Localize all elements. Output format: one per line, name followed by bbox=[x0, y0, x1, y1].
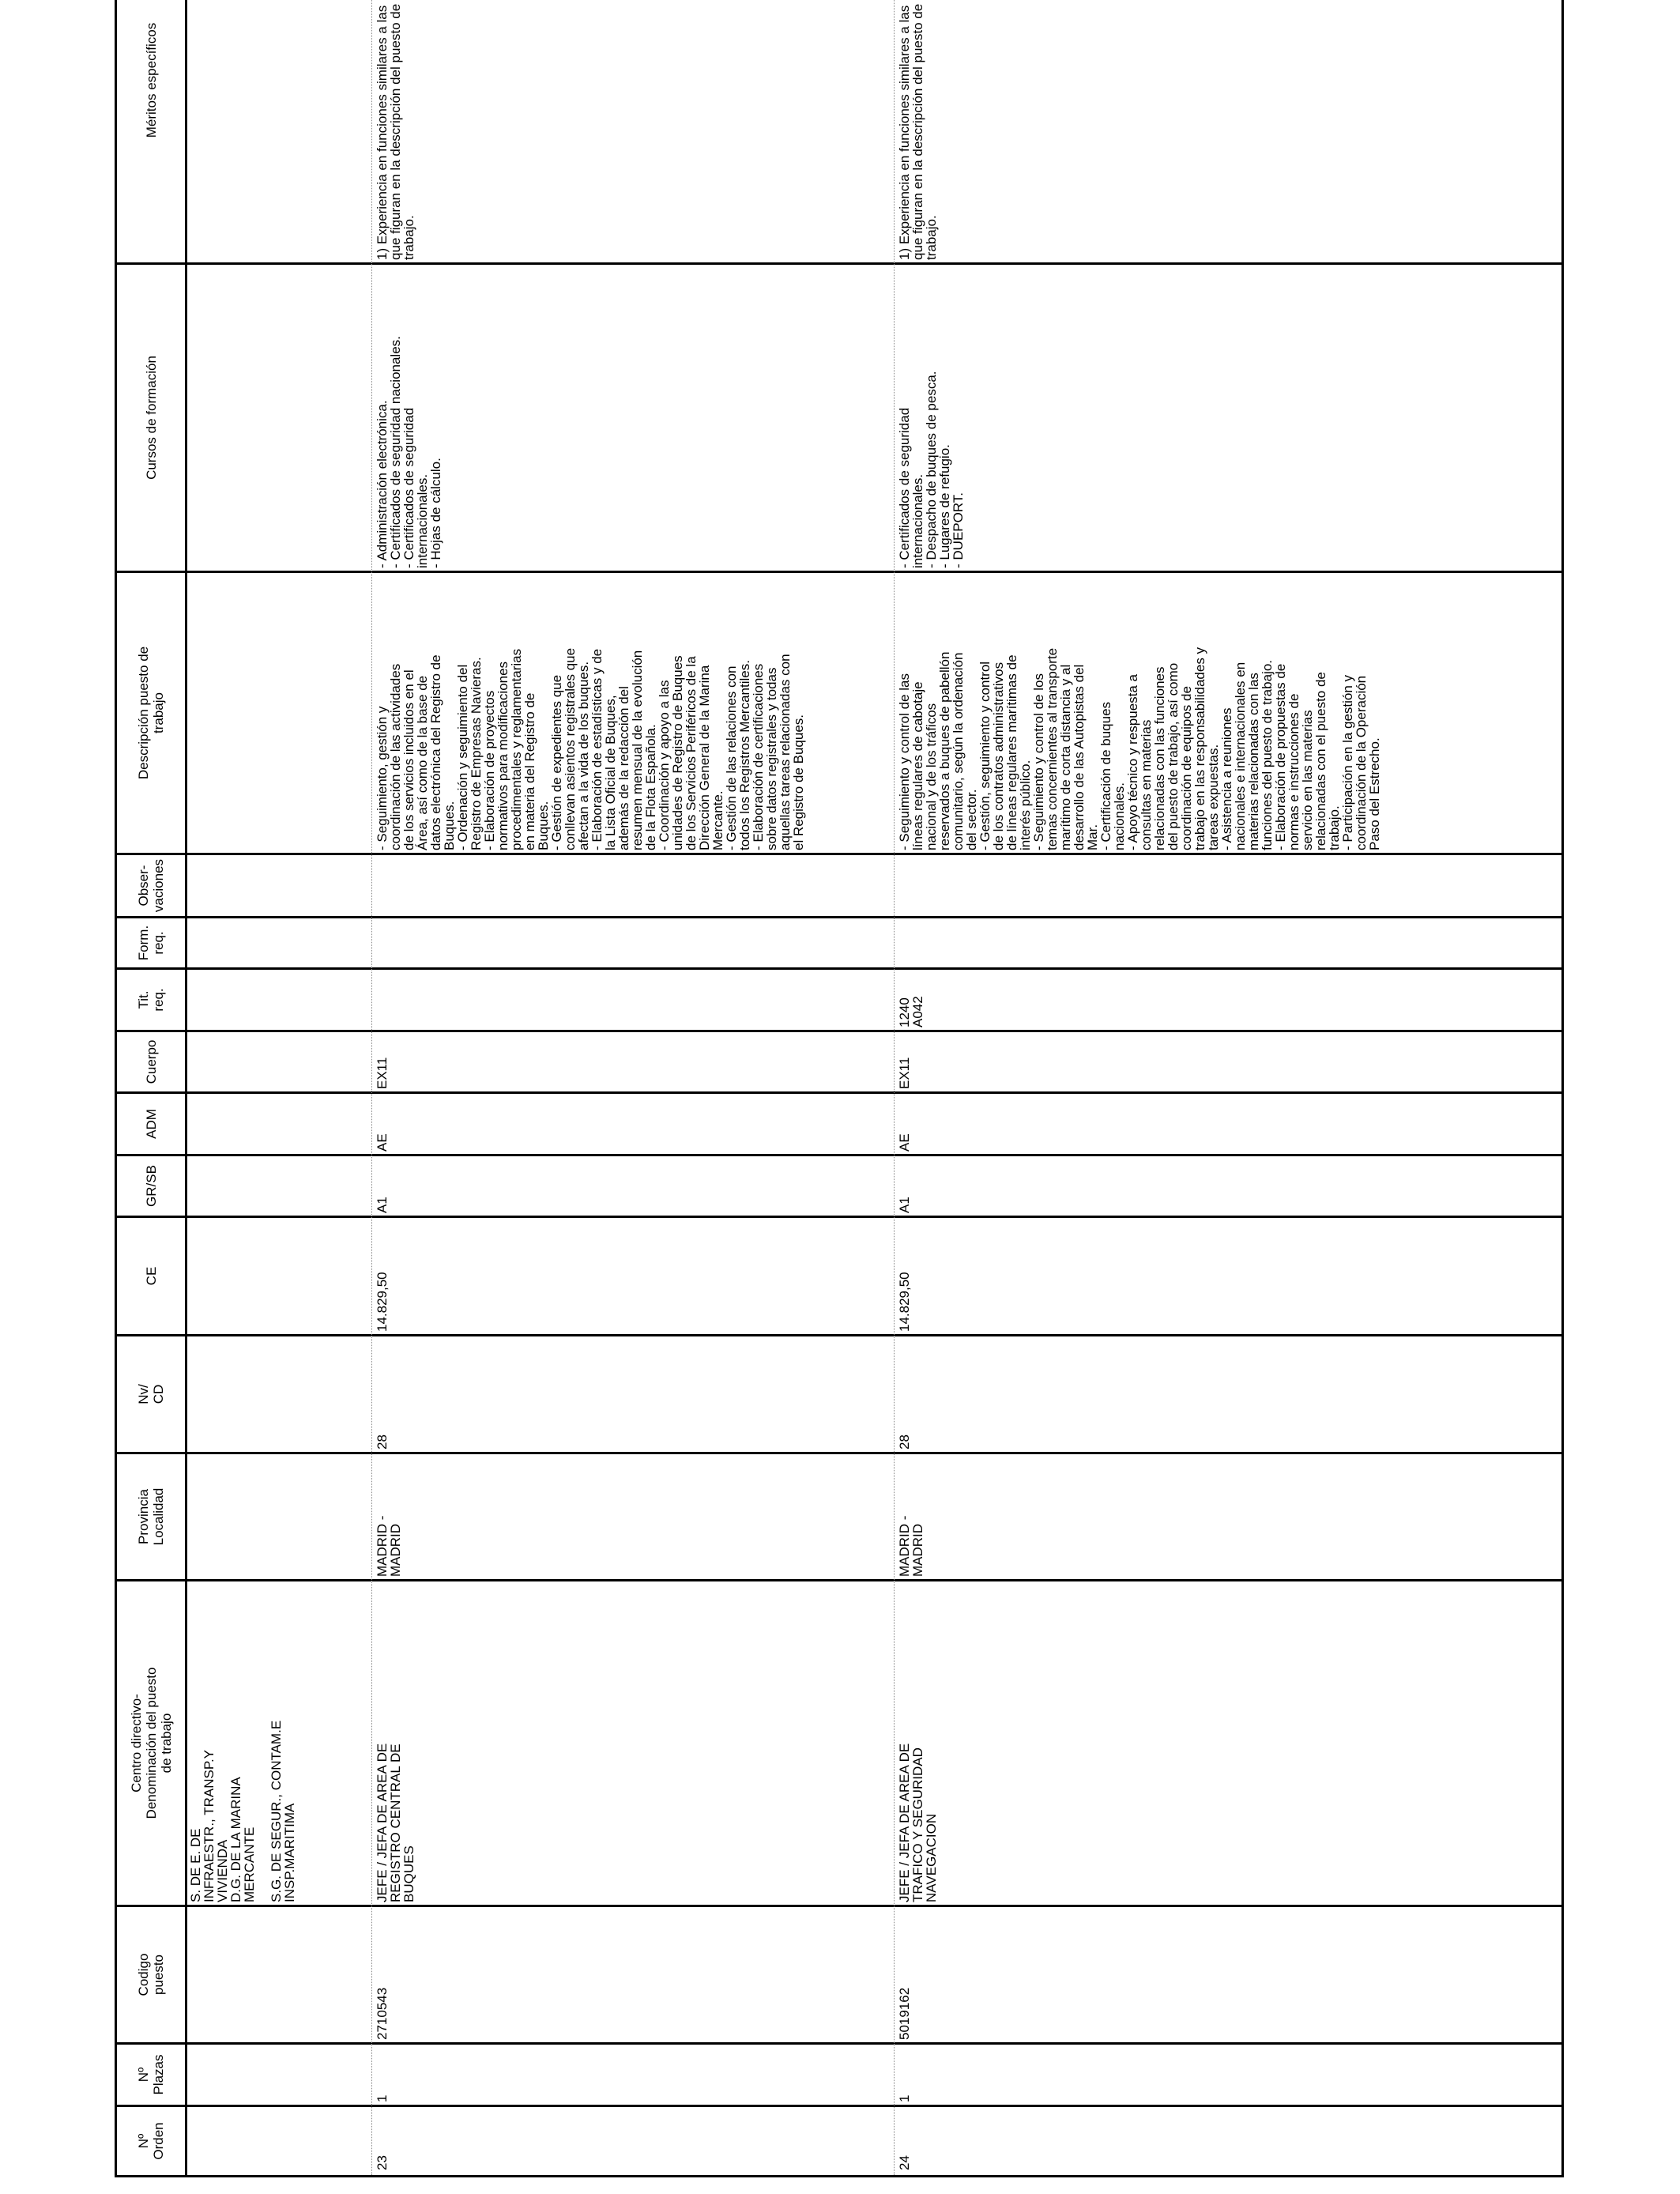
row-titulacion bbox=[371, 970, 894, 1032]
header-provincia: Provincia Localidad bbox=[117, 1454, 185, 1581]
row-grupo: A1 bbox=[897, 1197, 912, 1213]
row-denominacion: JEFE / JEFA DE AREA DE REGISTRO CENTRAL DE BUQUES bbox=[375, 1743, 416, 1902]
row-codigo: 5019162 bbox=[897, 1987, 912, 2040]
row-denominacion: JEFE / JEFA DE AREA DE TRAFICO Y SEGURIDAD NAVEGACION bbox=[897, 1743, 939, 1902]
table-body bbox=[185, 0, 1561, 2175]
header-grupo: GR/SB bbox=[117, 1156, 185, 1218]
row-ce: 14.829,50 bbox=[375, 1272, 390, 1332]
row-cursos: - Certificados de seguridad internacionales. - Despacho de buques de pesca. - Lugares de refugio. - DUEPORT. bbox=[897, 371, 966, 568]
centro-directivo-block: S. DE E. DE INFRAESTR., TRANSP.Y VIVIENDA D.G. DE LA MARINA MERCANTE S.G. DE SEGUR., CONTAM.E INSP.MARITIMA bbox=[188, 1720, 297, 1902]
row-codigo: 2710543 bbox=[375, 1987, 390, 2040]
row-adm: AE bbox=[897, 1133, 912, 1152]
header-nivel: Nv/ CD bbox=[117, 1336, 185, 1454]
row-cuerpo: EX11 bbox=[375, 1057, 390, 1089]
header-observaciones: Obser- vaciones bbox=[117, 855, 185, 918]
header-descripcion: Descripción puesto de trabajo bbox=[117, 573, 185, 855]
header-codigo: Codigo puesto bbox=[117, 1907, 185, 2045]
row-nivel: 28 bbox=[897, 1434, 912, 1449]
row-meritos: 1) Experiencia en funciones similares a las que figuran en la descripción del puesto de trabajo. bbox=[897, 3, 939, 260]
row-plazas: 1 bbox=[897, 2094, 912, 2102]
header-cursos: Cursos de formación bbox=[117, 265, 185, 573]
header-plazas: Nº Plazas bbox=[117, 2045, 185, 2107]
header-formacion: Form. req. bbox=[117, 918, 185, 970]
row-plazas: 1 bbox=[375, 2094, 390, 2102]
row-grupo: A1 bbox=[375, 1197, 390, 1213]
row-adm: AE bbox=[375, 1133, 390, 1152]
row-orden: 24 bbox=[897, 2155, 912, 2170]
table-header bbox=[117, 0, 187, 2175]
header-cuerpo: Cuerpo bbox=[117, 1032, 185, 1094]
row-meritos: 1) Experiencia en funciones similares a las que figuran en la descripción del puesto de trabajo. bbox=[375, 3, 416, 260]
header-ce: CE bbox=[117, 1218, 185, 1336]
row-descripcion: - Seguimiento, gestión y coordinación de las actividades de los servicios incluidos en el Área, así como de la base de datos electrónica del Registro de Buques. - Ordenación y seguimiento del Registro de Empresas Navieras. - Elaboración de proyectos normativos para modificaciones procedimentales y reglamentarias en materia del Registro de Buques. - Gestión de expedientes que conllevan asientos registrales que afectan a la vida de los buques. - Elaboración de estadísticas y de la Lista Oficial de Buques, además de la redacción del resumen mensual de la evolución de la Flota Española. - Coordinación y apoyo a las unidades de Registro de Buques de los Servicios Periféricos de la Dirección General de la Marina Mercante. - Gestión de las relaciones con todos los Registros Mercantiles. - Elaboración de certificaciones sobre datos registrales y todas aquellas tareas relacionadas con el Registro de Buques. bbox=[375, 647, 806, 850]
header-meritos: Méritos específicos bbox=[117, 0, 185, 265]
positions-table bbox=[115, 0, 1564, 2177]
row-titulacion: 1240 A042 bbox=[897, 996, 925, 1027]
header-titulacion: Tit. req. bbox=[117, 970, 185, 1032]
row-nivel: 28 bbox=[375, 1434, 390, 1449]
header-orden: Nº Orden bbox=[136, 2122, 166, 2160]
row-provincia: MADRID - MADRID bbox=[897, 1515, 925, 1577]
header-centro: Centro directivo- Denominación del puesto de trabajo bbox=[117, 1581, 185, 1907]
row-provincia: MADRID - MADRID bbox=[375, 1515, 403, 1577]
row-cursos: - Administración electrónica. - Certificados de seguridad nacionales. - Certificados de seguridad internacionales. - Hojas de cálculo. bbox=[375, 336, 443, 568]
row-descripcion: - Seguimiento y control de las líneas regulares de cabotaje nacional y de los tráficos reservados a buques de pabellón comunitario, según la ordenación del sector. - Gestión, seguimiento y control de los contratos administrativos de líneas regulares marítimas de interés público. - Seguimiento y control de los temas concernientes al transporte marítimo de corta distancia y al desarrollo de las Autopistas del Mar. - Certificación de buques nacionales. - Apoyo técnico y respuesta a consultas en materias relacionadas con las funciones del puesto de trabajo, así como coordinación de equipos de trabajo en las responsabilidades y tareas expuestas. - Asistencia a reuniones nacionales e internacionales en materias relacionadas con las funciones del puesto de trabajo. - Elaboración de propuestas de normas e instrucciones de servicio en las materias relacionadas con el puesto de trabajo. - Participación en la gestión y coordinación de la Operación Paso del Estrecho. bbox=[897, 647, 1382, 850]
row-cuerpo: EX11 bbox=[897, 1057, 912, 1089]
row-ce: 14.829,50 bbox=[897, 1272, 912, 1332]
row-orden: 23 bbox=[375, 2155, 390, 2170]
header-adm: ADM bbox=[117, 1094, 185, 1156]
